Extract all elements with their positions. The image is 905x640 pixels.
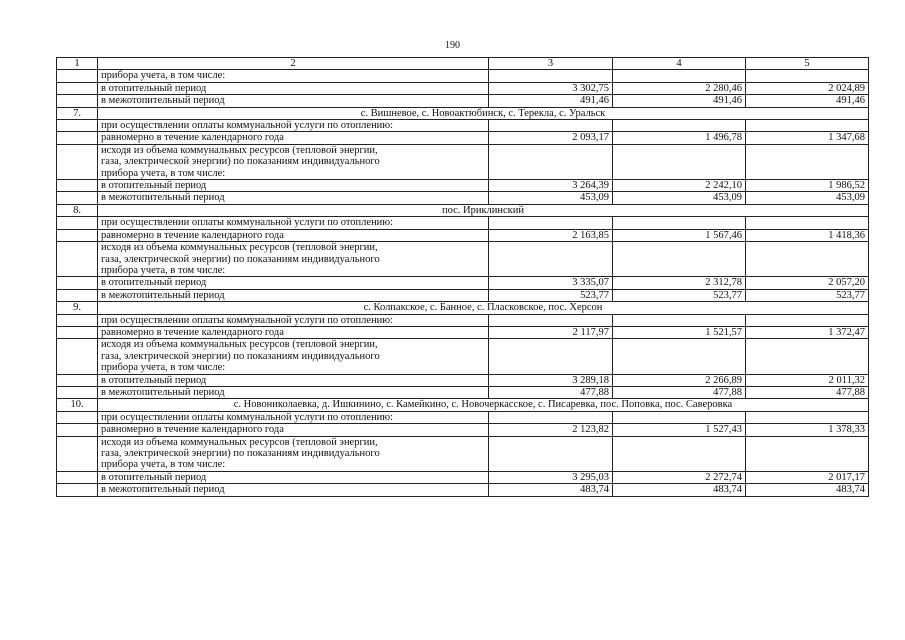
value-cell-col3 bbox=[489, 120, 613, 132]
row-label bbox=[98, 436, 489, 471]
value-cell-col4 bbox=[613, 120, 746, 132]
value-cell-col4: 2 266,89 bbox=[613, 374, 746, 386]
value-cell-col3: 2 123,82 bbox=[489, 424, 613, 436]
value-cell-col3: 491,46 bbox=[489, 95, 613, 107]
value-cell-col3: 477,88 bbox=[489, 386, 613, 398]
column-header: 3 bbox=[489, 58, 613, 70]
table-row bbox=[57, 339, 869, 374]
value-cell-col5 bbox=[746, 70, 869, 82]
section-title: с. Вишневое, с. Новоактюбинск, с. Терекла, с. Уральск bbox=[98, 107, 869, 119]
row-label-line: прибора учета, в том числе: bbox=[101, 264, 226, 276]
value-cell-col4 bbox=[613, 242, 746, 277]
section-row bbox=[57, 204, 869, 216]
value-cell-col4: 2 272,74 bbox=[613, 471, 746, 483]
section-title: пос. Ириклинский bbox=[98, 204, 869, 216]
table-row bbox=[57, 132, 869, 144]
column-header: 5 bbox=[746, 58, 869, 70]
value-cell-col3: 3 289,18 bbox=[489, 374, 613, 386]
row-label: равномерно в течение календарного года bbox=[98, 132, 489, 144]
row-label: в отопительный период bbox=[98, 471, 489, 483]
value-cell-col5: 2 057,20 bbox=[746, 277, 869, 289]
row-label-line: газа, электрической энергии) по показаниям индивидуального bbox=[101, 156, 380, 168]
table-row bbox=[57, 374, 869, 386]
row-number bbox=[57, 289, 98, 301]
value-cell-col4: 453,09 bbox=[613, 192, 746, 204]
value-cell-col4 bbox=[613, 314, 746, 326]
row-label: прибора учета, в том числе: bbox=[98, 70, 489, 82]
value-cell-col5: 1 347,68 bbox=[746, 132, 869, 144]
row-number bbox=[57, 374, 98, 386]
section-row bbox=[57, 302, 869, 314]
value-cell-col3 bbox=[489, 411, 613, 423]
section-number: 8. bbox=[57, 204, 98, 216]
row-number bbox=[57, 314, 98, 326]
value-cell-col5 bbox=[746, 120, 869, 132]
row-number bbox=[57, 339, 98, 374]
section-number: 7. bbox=[57, 107, 98, 119]
column-header: 1 bbox=[57, 58, 98, 70]
row-label: в отопительный период bbox=[98, 82, 489, 94]
value-cell-col5 bbox=[746, 144, 869, 179]
section-number: 9. bbox=[57, 302, 98, 314]
value-cell-col4: 2 312,78 bbox=[613, 277, 746, 289]
value-cell-col3 bbox=[489, 70, 613, 82]
column-header: 4 bbox=[613, 58, 746, 70]
row-number bbox=[57, 326, 98, 338]
value-cell-col5: 1 418,36 bbox=[746, 229, 869, 241]
value-cell-col3 bbox=[489, 314, 613, 326]
row-label: при осуществлении оплаты коммунальной услуги по отоплению: bbox=[98, 314, 489, 326]
value-cell-col5: 1 986,52 bbox=[746, 180, 869, 192]
table-row bbox=[57, 217, 869, 229]
value-cell-col4: 1 527,43 bbox=[613, 424, 746, 436]
row-number bbox=[57, 95, 98, 107]
table-row bbox=[57, 82, 869, 94]
row-number bbox=[57, 424, 98, 436]
value-cell-col3: 3 295,03 bbox=[489, 471, 613, 483]
table-row bbox=[57, 386, 869, 398]
value-cell-col3: 2 093,17 bbox=[489, 132, 613, 144]
table-row bbox=[57, 120, 869, 132]
row-number bbox=[57, 229, 98, 241]
value-cell-col5: 483,74 bbox=[746, 484, 869, 496]
table-row bbox=[57, 242, 869, 277]
row-label bbox=[98, 144, 489, 179]
row-label: при осуществлении оплаты коммунальной услуги по отоплению: bbox=[98, 217, 489, 229]
table-row bbox=[57, 192, 869, 204]
value-cell-col3 bbox=[489, 339, 613, 374]
row-label: в межотопительный период bbox=[98, 289, 489, 301]
header-row bbox=[57, 58, 869, 70]
tariff-table bbox=[56, 57, 869, 497]
value-cell-col3: 453,09 bbox=[489, 192, 613, 204]
value-cell-col4 bbox=[613, 217, 746, 229]
value-cell-col4 bbox=[613, 144, 746, 179]
section-row bbox=[57, 107, 869, 119]
value-cell-col3 bbox=[489, 436, 613, 471]
row-label-line: исходя из объема коммунальных ресурсов (тепловой энергии, bbox=[101, 436, 378, 448]
value-cell-col5: 1 378,33 bbox=[746, 424, 869, 436]
value-cell-col3: 3 264,39 bbox=[489, 180, 613, 192]
table-row bbox=[57, 314, 869, 326]
row-label: равномерно в течение календарного года bbox=[98, 229, 489, 241]
row-label-line: прибора учета, в том числе: bbox=[101, 167, 226, 179]
value-cell-col4 bbox=[613, 339, 746, 374]
row-label-line: исходя из объема коммунальных ресурсов (тепловой энергии, bbox=[101, 242, 378, 254]
value-cell-col5: 2 024,89 bbox=[746, 82, 869, 94]
value-cell-col3: 523,77 bbox=[489, 289, 613, 301]
section-title: с. Новониколаевка, д. Ишкинино, с. Камейкино, с. Новочеркасское, с. Писаревка, пос. Поповка, пос. Саверовка bbox=[98, 399, 869, 411]
row-label-line: прибора учета, в том числе: bbox=[101, 362, 226, 374]
table-row bbox=[57, 180, 869, 192]
row-label-line: газа, электрической энергии) по показаниям индивидуального bbox=[101, 448, 380, 459]
table-row bbox=[57, 471, 869, 483]
value-cell-col5 bbox=[746, 411, 869, 423]
row-label-line: исходя из объема коммунальных ресурсов (тепловой энергии, bbox=[101, 339, 378, 351]
table-row bbox=[57, 484, 869, 496]
table-row bbox=[57, 424, 869, 436]
value-cell-col4: 491,46 bbox=[613, 95, 746, 107]
row-label bbox=[98, 242, 489, 277]
row-label: в отопительный период bbox=[98, 374, 489, 386]
section-number: 10. bbox=[57, 399, 98, 411]
row-number bbox=[57, 242, 98, 277]
section-row bbox=[57, 399, 869, 411]
value-cell-col4: 483,74 bbox=[613, 484, 746, 496]
value-cell-col3: 3 302,75 bbox=[489, 82, 613, 94]
table-row bbox=[57, 229, 869, 241]
value-cell-col5 bbox=[746, 339, 869, 374]
row-label: в отопительный период bbox=[98, 180, 489, 192]
row-label: в межотопительный период bbox=[98, 484, 489, 496]
row-label: в межотопительный период bbox=[98, 95, 489, 107]
row-number bbox=[57, 120, 98, 132]
value-cell-col5 bbox=[746, 436, 869, 471]
value-cell-col5: 523,77 bbox=[746, 289, 869, 301]
value-cell-col5: 491,46 bbox=[746, 95, 869, 107]
table-row bbox=[57, 144, 869, 179]
row-number bbox=[57, 277, 98, 289]
row-label: равномерно в течение календарного года bbox=[98, 326, 489, 338]
row-number bbox=[57, 82, 98, 94]
table-row bbox=[57, 95, 869, 107]
value-cell-col3: 483,74 bbox=[489, 484, 613, 496]
row-label-line: исходя из объема коммунальных ресурсов (тепловой энергии, bbox=[101, 144, 378, 156]
value-cell-col4: 1 567,46 bbox=[613, 229, 746, 241]
section-title: с. Колпакское, с. Банное, с. Пласковское, пос. Херсон bbox=[98, 302, 869, 314]
value-cell-col5: 453,09 bbox=[746, 192, 869, 204]
table-row bbox=[57, 411, 869, 423]
value-cell-col5: 477,88 bbox=[746, 386, 869, 398]
value-cell-col3 bbox=[489, 144, 613, 179]
row-number bbox=[57, 132, 98, 144]
row-number bbox=[57, 411, 98, 423]
column-header: 2 bbox=[98, 58, 489, 70]
value-cell-col5: 2 011,32 bbox=[746, 374, 869, 386]
row-number bbox=[57, 144, 98, 179]
value-cell-col3: 3 335,07 bbox=[489, 277, 613, 289]
value-cell-col3 bbox=[489, 217, 613, 229]
row-number bbox=[57, 386, 98, 398]
value-cell-col4: 523,77 bbox=[613, 289, 746, 301]
row-label: при осуществлении оплаты коммунальной услуги по отоплению: bbox=[98, 120, 489, 132]
row-label: равномерно в течение календарного года bbox=[98, 424, 489, 436]
table-row bbox=[57, 289, 869, 301]
value-cell-col5: 2 017,17 bbox=[746, 471, 869, 483]
value-cell-col5 bbox=[746, 242, 869, 277]
table-row bbox=[57, 326, 869, 338]
value-cell-col4 bbox=[613, 411, 746, 423]
page-number: 190 bbox=[445, 40, 460, 51]
value-cell-col4: 2 280,46 bbox=[613, 82, 746, 94]
value-cell-col5 bbox=[746, 314, 869, 326]
row-number bbox=[57, 436, 98, 471]
row-number bbox=[57, 217, 98, 229]
row-number bbox=[57, 471, 98, 483]
table-body bbox=[57, 58, 869, 497]
row-label: в межотопительный период bbox=[98, 192, 489, 204]
value-cell-col3: 2 117,97 bbox=[489, 326, 613, 338]
row-label bbox=[98, 339, 489, 374]
value-cell-col4: 1 521,57 bbox=[613, 326, 746, 338]
value-cell-col4: 1 496,78 bbox=[613, 132, 746, 144]
value-cell-col4 bbox=[613, 70, 746, 82]
row-number bbox=[57, 70, 98, 82]
value-cell-col4: 2 242,10 bbox=[613, 180, 746, 192]
row-number bbox=[57, 484, 98, 496]
row-label-line: газа, электрической энергии) по показаниям индивидуального bbox=[101, 253, 380, 265]
row-label-line: газа, электрической энергии) по показаниям индивидуального bbox=[101, 350, 380, 362]
value-cell-col3 bbox=[489, 242, 613, 277]
value-cell-col5 bbox=[746, 217, 869, 229]
row-number bbox=[57, 180, 98, 192]
row-label: в отопительный период bbox=[98, 277, 489, 289]
value-cell-col4: 477,88 bbox=[613, 386, 746, 398]
value-cell-col4 bbox=[613, 436, 746, 471]
table-row bbox=[57, 277, 869, 289]
row-number bbox=[57, 192, 98, 204]
value-cell-col5: 1 372,47 bbox=[746, 326, 869, 338]
value-cell-col3: 2 163,85 bbox=[489, 229, 613, 241]
row-label-line: прибора учета, в том числе: bbox=[101, 459, 226, 471]
table-row bbox=[57, 70, 869, 82]
row-label: в межотопительный период bbox=[98, 386, 489, 398]
row-label: при осуществлении оплаты коммунальной услуги по отоплению: bbox=[98, 411, 489, 423]
table-row bbox=[57, 436, 869, 471]
